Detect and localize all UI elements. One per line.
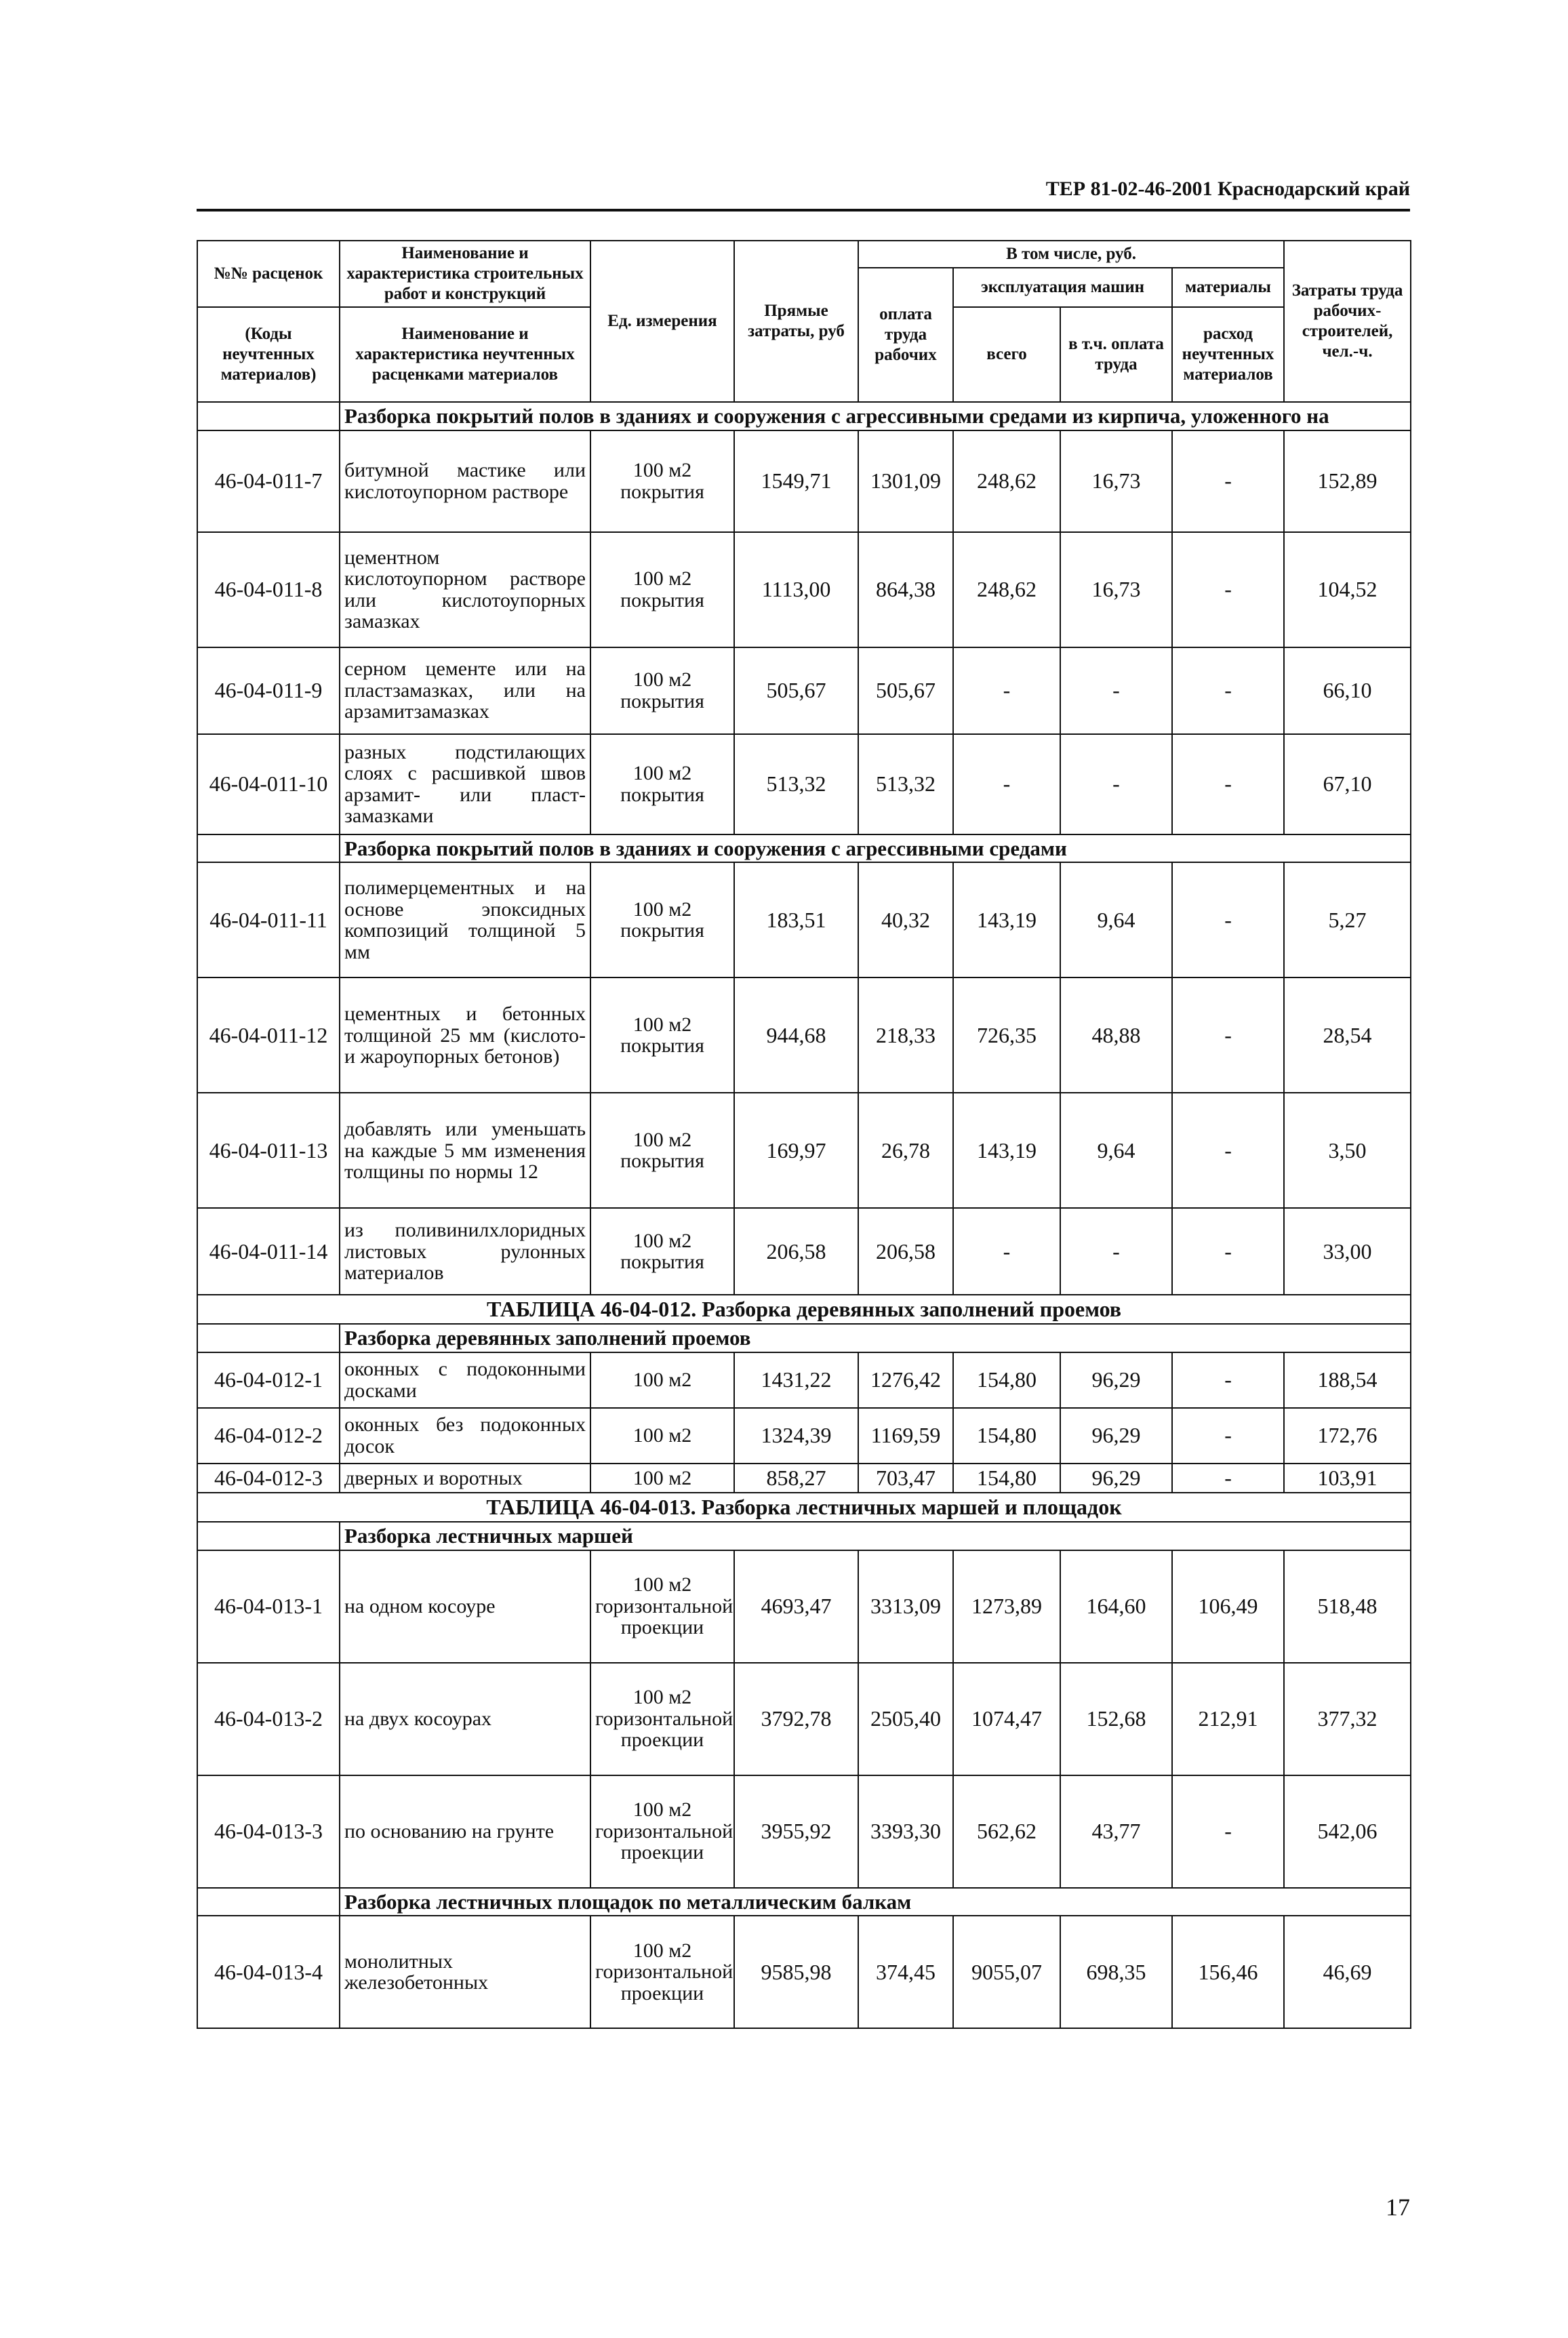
unit-of-measure: 100 м2 горизонтальной проекции [590,1916,734,2028]
table-row [197,430,1411,532]
labor-pay: 40,32 [858,862,953,977]
labor-pay: 505,67 [858,647,953,734]
machine-total: 1273,89 [953,1550,1060,1663]
document-header: ТЕР 81-02-46-2001 Краснодарский край [1045,178,1410,200]
machine-total: 154,80 [953,1352,1060,1408]
blank-cell [197,834,340,863]
section-heading: Разборка покрытий полов в зданиях и сооружения с агрессивными средами из кирпича, уложенного на [340,402,1411,430]
unit-of-measure: 100 м2 покрытия [590,862,734,977]
section-heading: Разборка лестничных маршей [340,1522,1411,1550]
machine-pay: - [1060,647,1172,734]
labor-hours: 67,10 [1284,734,1411,834]
unit-of-measure: 100 м2 покрытия [590,1093,734,1208]
table-row [197,862,1411,977]
direct-cost: 9585,98 [734,1916,858,2028]
unit-of-measure: 100 м2 покрытия [590,430,734,532]
table-row [197,1916,1411,2028]
work-name: на одном косоуре [340,1550,590,1663]
table-row [197,1550,1411,1663]
machine-total: - [953,1208,1060,1295]
machine-pay: 16,73 [1060,532,1172,647]
col-mach-pay: в т.ч. оплата труда [1060,307,1172,402]
machine-pay: 43,77 [1060,1775,1172,1888]
col-name-top: Наименование и характеристика строительных работ и конструкций [340,241,590,307]
machine-total: 562,62 [953,1775,1060,1888]
labor-pay: 374,45 [858,1916,953,2028]
machine-pay: 9,64 [1060,1093,1172,1208]
machine-pay: 164,60 [1060,1550,1172,1663]
page-number: 17 [1386,2194,1410,2221]
section-heading-row [197,834,1411,863]
labor-pay: 206,58 [858,1208,953,1295]
machine-pay: - [1060,734,1172,834]
direct-cost: 206,58 [734,1208,858,1295]
machine-pay: 96,29 [1060,1464,1172,1493]
labor-hours: 66,10 [1284,647,1411,734]
table-row [197,532,1411,647]
unit-of-measure: 100 м2 [590,1352,734,1408]
unit-of-measure: 100 м2 [590,1408,734,1464]
unit-of-measure: 100 м2 горизонтальной проекции [590,1663,734,1775]
rate-code: 46-04-013-1 [197,1550,340,1663]
work-name: оконных с подоконными досками [340,1352,590,1408]
machine-total: 154,80 [953,1464,1060,1493]
rate-code: 46-04-012-3 [197,1464,340,1493]
labor-hours: 172,76 [1284,1408,1411,1464]
machine-total: 143,19 [953,1093,1060,1208]
materials-cost: - [1172,862,1284,977]
labor-pay: 703,47 [858,1464,953,1493]
section-heading-row [197,1522,1411,1550]
machine-total: 248,62 [953,430,1060,532]
work-name: на двух косоурах [340,1663,590,1775]
section-heading-row [197,1324,1411,1352]
rate-code: 46-04-011-14 [197,1208,340,1295]
direct-cost: 858,27 [734,1464,858,1493]
machine-total: 154,80 [953,1408,1060,1464]
machine-total: 9055,07 [953,1916,1060,2028]
header-rule [197,209,1410,211]
machine-total: 143,19 [953,862,1060,977]
machine-total: - [953,647,1060,734]
direct-cost: 1113,00 [734,532,858,647]
unit-of-measure: 100 м2 покрытия [590,532,734,647]
labor-hours: 103,91 [1284,1464,1411,1493]
direct-cost: 4693,47 [734,1550,858,1663]
col-code-bottom: (Коды неучтенных материалов) [197,307,340,402]
machine-pay: 48,88 [1060,977,1172,1093]
work-name: цементном кислотоупорном растворе или кислотоупорных замазках [340,532,590,647]
labor-pay: 3393,30 [858,1775,953,1888]
labor-hours: 152,89 [1284,430,1411,532]
rate-code: 46-04-013-2 [197,1663,340,1775]
rate-code: 46-04-012-2 [197,1408,340,1464]
col-mach-total: всего [953,307,1060,402]
labor-hours: 542,06 [1284,1775,1411,1888]
work-name: битумной мастике или кислотоупорном растворе [340,430,590,532]
unit-of-measure: 100 м2 покрытия [590,1208,734,1295]
col-name-bottom: Наименование и характеристика неучтенных расценками материалов [340,307,590,402]
machine-pay: 96,29 [1060,1352,1172,1408]
labor-hours: 5,27 [1284,862,1411,977]
table-row [197,1408,1411,1464]
direct-cost: 513,32 [734,734,858,834]
labor-hours: 377,32 [1284,1663,1411,1775]
section-heading: Разборка деревянных заполнений проемов [340,1324,1411,1352]
materials-cost: - [1172,1352,1284,1408]
col-incl-group: В том числе, руб. [858,241,1284,268]
table-title-row [197,1295,1411,1324]
unit-of-measure: 100 м2 горизонтальной проекции [590,1775,734,1888]
rate-code: 46-04-011-7 [197,430,340,532]
work-name: монолитных железобетонных [340,1916,590,2028]
labor-pay: 513,32 [858,734,953,834]
labor-pay: 218,33 [858,977,953,1093]
table-row [197,1464,1411,1493]
direct-cost: 3792,78 [734,1663,858,1775]
work-name: оконных без подоконных досок [340,1408,590,1464]
materials-cost: - [1172,430,1284,532]
work-name: полимерцементных и на основе эпоксидных композиций толщиной 5 мм [340,862,590,977]
rate-code: 46-04-011-8 [197,532,340,647]
work-name: разных подстилающих слоях с расшивкой швов арзамит- или пласт-замазками [340,734,590,834]
rate-code: 46-04-013-4 [197,1916,340,2028]
labor-pay: 3313,09 [858,1550,953,1663]
rate-code: 46-04-011-9 [197,647,340,734]
col-machines: эксплуатация машин [953,268,1172,307]
direct-cost: 1549,71 [734,430,858,532]
col-unit: Ед. измерения [590,241,734,402]
labor-hours: 46,69 [1284,1916,1411,2028]
materials-cost: - [1172,1093,1284,1208]
labor-hours: 28,54 [1284,977,1411,1093]
table-row [197,734,1411,834]
rate-code: 46-04-011-10 [197,734,340,834]
unit-of-measure: 100 м2 покрытия [590,977,734,1093]
blank-cell [197,1522,340,1550]
table-row [197,1663,1411,1775]
table-row [197,1093,1411,1208]
work-name: из поливинилхлоридных листовых рулонных материалов [340,1208,590,1295]
labor-pay: 2505,40 [858,1663,953,1775]
labor-pay: 26,78 [858,1093,953,1208]
table-title: ТАБЛИЦА 46-04-012. Разборка деревянных заполнений проемов [197,1295,1411,1324]
unit-of-measure: 100 м2 горизонтальной проекции [590,1550,734,1663]
materials-cost: - [1172,1208,1284,1295]
materials-cost: - [1172,977,1284,1093]
labor-hours: 518,48 [1284,1550,1411,1663]
table-row [197,1775,1411,1888]
labor-pay: 1301,09 [858,430,953,532]
direct-cost: 944,68 [734,977,858,1093]
rate-code: 46-04-013-3 [197,1775,340,1888]
unit-of-measure: 100 м2 покрытия [590,734,734,834]
labor-hours: 33,00 [1284,1208,1411,1295]
table-row [197,1352,1411,1408]
rate-code: 46-04-011-12 [197,977,340,1093]
unit-of-measure: 100 м2 покрытия [590,647,734,734]
col-materials-sub: расход неучтенных материалов [1172,307,1284,402]
direct-cost: 183,51 [734,862,858,977]
work-name: серном цементе или на пластзамазках, или на арзамитзамазках [340,647,590,734]
materials-cost: 106,49 [1172,1550,1284,1663]
section-heading-row [197,402,1411,430]
machine-total: 726,35 [953,977,1060,1093]
price-table [197,240,1411,2029]
labor-pay: 864,38 [858,532,953,647]
blank-cell [197,1324,340,1352]
blank-cell [197,1888,340,1916]
machine-pay: 152,68 [1060,1663,1172,1775]
materials-cost: 156,46 [1172,1916,1284,2028]
machine-pay: 16,73 [1060,430,1172,532]
materials-cost: 212,91 [1172,1663,1284,1775]
machine-total: 248,62 [953,532,1060,647]
machine-total: - [953,734,1060,834]
section-heading-row [197,1888,1411,1916]
machine-total: 1074,47 [953,1663,1060,1775]
section-heading: Разборка лестничных площадок по металлическим балкам [340,1888,1411,1916]
direct-cost: 505,67 [734,647,858,734]
materials-cost: - [1172,1408,1284,1464]
rate-code: 46-04-011-13 [197,1093,340,1208]
work-name: добавлять или уменьшать на каждые 5 мм изменения толщины по нормы 12 [340,1093,590,1208]
table-row [197,647,1411,734]
table-row [197,977,1411,1093]
materials-cost: - [1172,532,1284,647]
labor-hours: 188,54 [1284,1352,1411,1408]
labor-pay: 1276,42 [858,1352,953,1408]
section-heading: Разборка покрытий полов в зданиях и сооружения с агрессивными средами [340,834,1411,863]
machine-pay: - [1060,1208,1172,1295]
table-header [197,241,1411,402]
col-pay: оплата труда рабочих [858,268,953,402]
blank-cell [197,402,340,430]
labor-hours: 3,50 [1284,1093,1411,1208]
work-name: дверных и воротных [340,1464,590,1493]
rate-code: 46-04-012-1 [197,1352,340,1408]
materials-cost: - [1172,1775,1284,1888]
direct-cost: 169,97 [734,1093,858,1208]
labor-pay: 1169,59 [858,1408,953,1464]
work-name: цементных и бетонных толщиной 25 мм (кислото- и жароупорных бетонов) [340,977,590,1093]
col-labor: Затраты труда рабочих-строителей, чел.-ч. [1284,241,1411,402]
col-direct: Прямые затраты, руб [734,241,858,402]
labor-hours: 104,52 [1284,532,1411,647]
col-code-top: №№ расценок [197,241,340,307]
direct-cost: 1431,22 [734,1352,858,1408]
direct-cost: 1324,39 [734,1408,858,1464]
unit-of-measure: 100 м2 [590,1464,734,1493]
table-title: ТАБЛИЦА 46-04-013. Разборка лестничных маршей и площадок [197,1493,1411,1522]
col-materials: материалы [1172,268,1284,307]
table-row [197,1208,1411,1295]
direct-cost: 3955,92 [734,1775,858,1888]
work-name: по основанию на грунте [340,1775,590,1888]
rate-code: 46-04-011-11 [197,862,340,977]
machine-pay: 698,35 [1060,1916,1172,2028]
materials-cost: - [1172,1464,1284,1493]
machine-pay: 96,29 [1060,1408,1172,1464]
machine-pay: 9,64 [1060,862,1172,977]
materials-cost: - [1172,647,1284,734]
table-body [197,402,1411,2028]
materials-cost: - [1172,734,1284,834]
table-title-row [197,1493,1411,1522]
